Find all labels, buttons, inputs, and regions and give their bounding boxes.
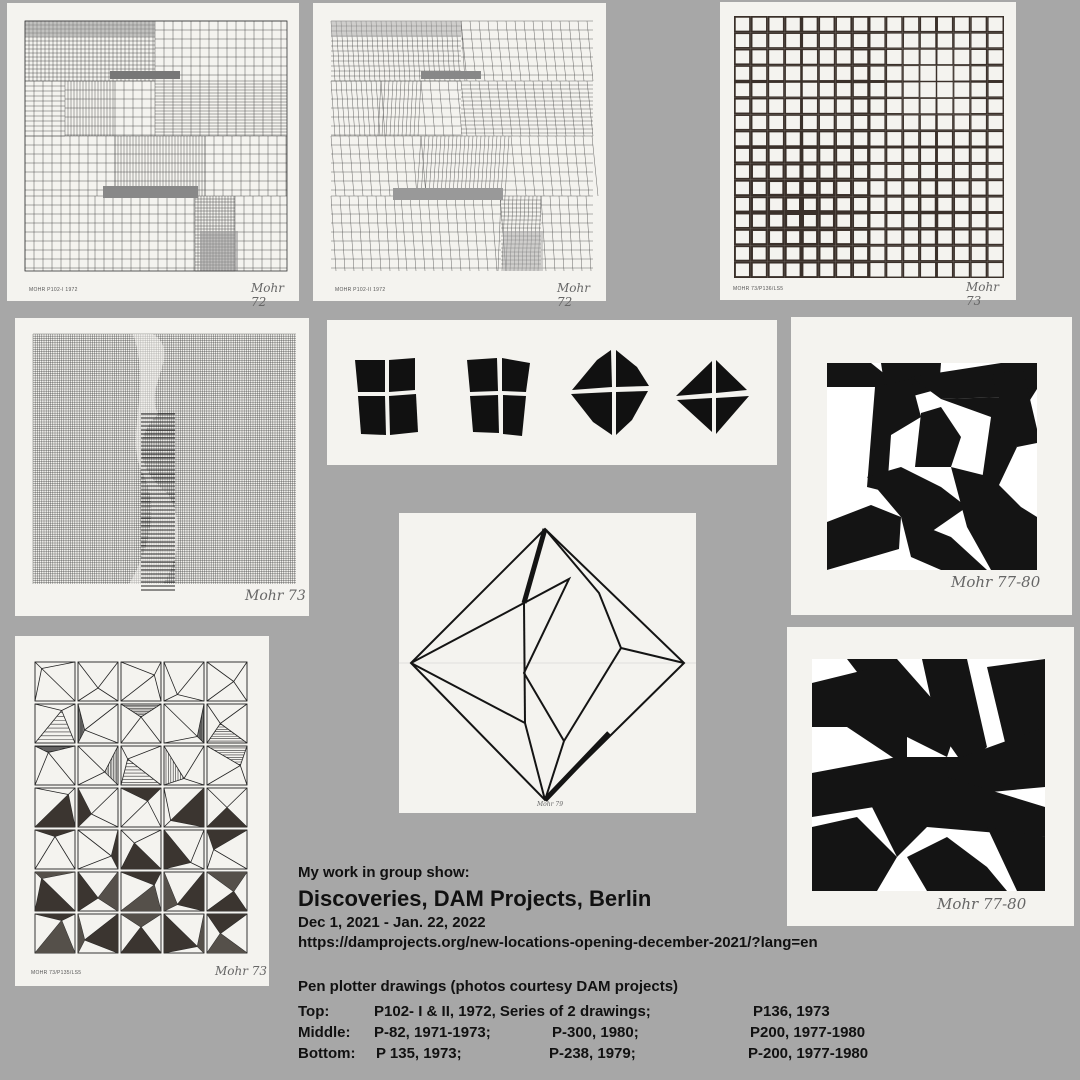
- artwork-signature: Mohr 72: [557, 281, 590, 309]
- row-item: P 135, 1973;: [376, 1045, 462, 1062]
- row-item: P200, 1977-1980: [750, 1024, 866, 1041]
- artwork-signature: Mohr 73: [966, 280, 999, 308]
- artwork-p135[interactable]: [15, 636, 269, 986]
- artwork-signature: Mohr 77-80: [937, 895, 1027, 913]
- cube-rotation-drawing: [327, 320, 777, 465]
- artwork-signature: Mohr 79: [537, 801, 564, 808]
- row-item: P-82, 1971-1973;: [374, 1024, 491, 1041]
- artwork-signature: Mohr 77-80: [951, 573, 1041, 591]
- artwork-p300[interactable]: [327, 320, 777, 465]
- show-dates: Dec 1, 2021 - Jan. 22, 2022: [298, 914, 486, 931]
- artwork-p82[interactable]: [15, 318, 309, 616]
- artwork-code: MOHR P102-I 1972: [29, 287, 78, 293]
- triangle-grid-drawing: [15, 636, 269, 986]
- row-bottom: [298, 1045, 1058, 1065]
- row-item: P-238, 1979;: [549, 1045, 636, 1062]
- row-item: P-200, 1977-1980: [748, 1045, 869, 1062]
- artwork-signature: Mohr 73: [215, 964, 268, 978]
- artwork-p102-ii[interactable]: [313, 3, 606, 309]
- artwork-p238[interactable]: [399, 513, 696, 813]
- slanted-grid-drawing: [313, 3, 606, 301]
- checker-grid-drawing: [720, 2, 1016, 300]
- grid-drawing: [7, 3, 299, 301]
- artwork-p102-i[interactable]: [7, 3, 299, 309]
- diamond-line-drawing: [399, 513, 696, 813]
- row-item: P-300, 1980;: [552, 1024, 639, 1041]
- artwork-p136[interactable]: [720, 2, 1016, 308]
- wave-grid-drawing: [15, 318, 309, 616]
- thick-stroke-drawing-bottom: [787, 627, 1074, 926]
- credits-note: Pen plotter drawings (photos courtesy DAM projects): [298, 978, 679, 995]
- artwork-signature: Mohr 72: [251, 281, 284, 309]
- artwork-signature: Mohr 73: [245, 588, 306, 604]
- artwork-p200-bottom[interactable]: [787, 627, 1074, 926]
- artwork-p200-middle[interactable]: [791, 317, 1072, 615]
- caption-intro: My work in group show:: [298, 864, 470, 881]
- show-title: Discoveries, DAM Projects, Berlin: [298, 886, 652, 911]
- row-label: Top:: [298, 1003, 330, 1020]
- artwork-code: MOHR P102-II 1972: [335, 287, 386, 293]
- artwork-code: MOHR 73/P136/LS5: [733, 286, 784, 292]
- artwork-code: MOHR 73/P135/LS5: [31, 970, 82, 976]
- row-middle: [298, 1024, 1058, 1044]
- row-item: P136, 1973: [753, 1003, 830, 1020]
- row-top: [298, 1003, 1058, 1023]
- show-url[interactable]: https://damprojects.org/new-locations-opening-december-2021/?lang=en: [298, 934, 818, 951]
- row-item: P102- I & II, 1972, Series of 2 drawings;: [374, 1003, 651, 1020]
- row-label: Middle:: [298, 1024, 351, 1041]
- thick-stroke-drawing-middle: [791, 317, 1072, 615]
- row-label: Bottom:: [298, 1045, 356, 1062]
